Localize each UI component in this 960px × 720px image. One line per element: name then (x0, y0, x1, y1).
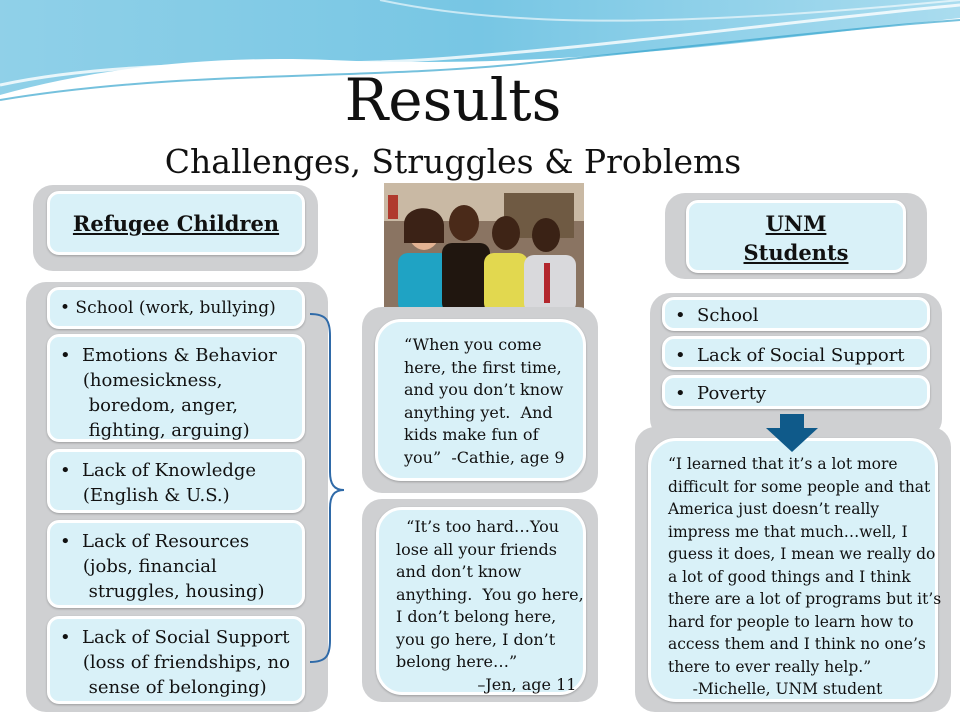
slide-subtitle: Challenges, Struggles & Problems (164, 142, 742, 181)
unm-students-header (686, 200, 906, 273)
group-photo (384, 183, 584, 313)
right-item-school: • School (662, 297, 930, 331)
slide-title: Results (344, 66, 562, 134)
down-arrow-icon (764, 414, 820, 454)
quote-jen: “It’s too hard…You lose all your friends and don’t know anything. You go here, I don’t belong here, you go here, I don’t belong here…” –Jen, age 11 (376, 507, 586, 695)
unm-students-header-line1: UNM (765, 211, 827, 236)
left-item-emotions: • Emotions & Behavior (homesickness, boredom, anger, fighting, arguing) (47, 334, 305, 442)
quote-cathie: “When you come here, the first time, and you don’t know anything yet. And kids make fun of you” -Cathie, age 9 (375, 319, 586, 481)
left-item-knowledge: • Lack of Knowledge (English & U.S.) (47, 449, 305, 513)
right-item-poverty: • Poverty (662, 375, 930, 409)
grouping-bracket (308, 312, 348, 664)
left-item-school: • School (work, bullying) (47, 287, 305, 329)
quote-michelle: “I learned that it’s a lot more difficult for some people and that America just doesn’t really impress me that much…well, I guess it does, I mean we really do a lot of good things and I think there are a lot of programs but it’s hard for people to learn how to access them and I think no one’s there to ever really help.” -Michelle, UNM student (648, 438, 938, 702)
refugee-children-header: Refugee Children (47, 191, 305, 255)
right-item-social-support: • Lack of Social Support (662, 336, 930, 370)
left-item-social-support: • Lack of Social Support (loss of friendships, no sense of belonging) (47, 616, 305, 704)
left-item-resources: • Lack of Resources (jobs, financial struggles, housing) (47, 520, 305, 608)
unm-students-header-line2: Students (743, 240, 849, 265)
